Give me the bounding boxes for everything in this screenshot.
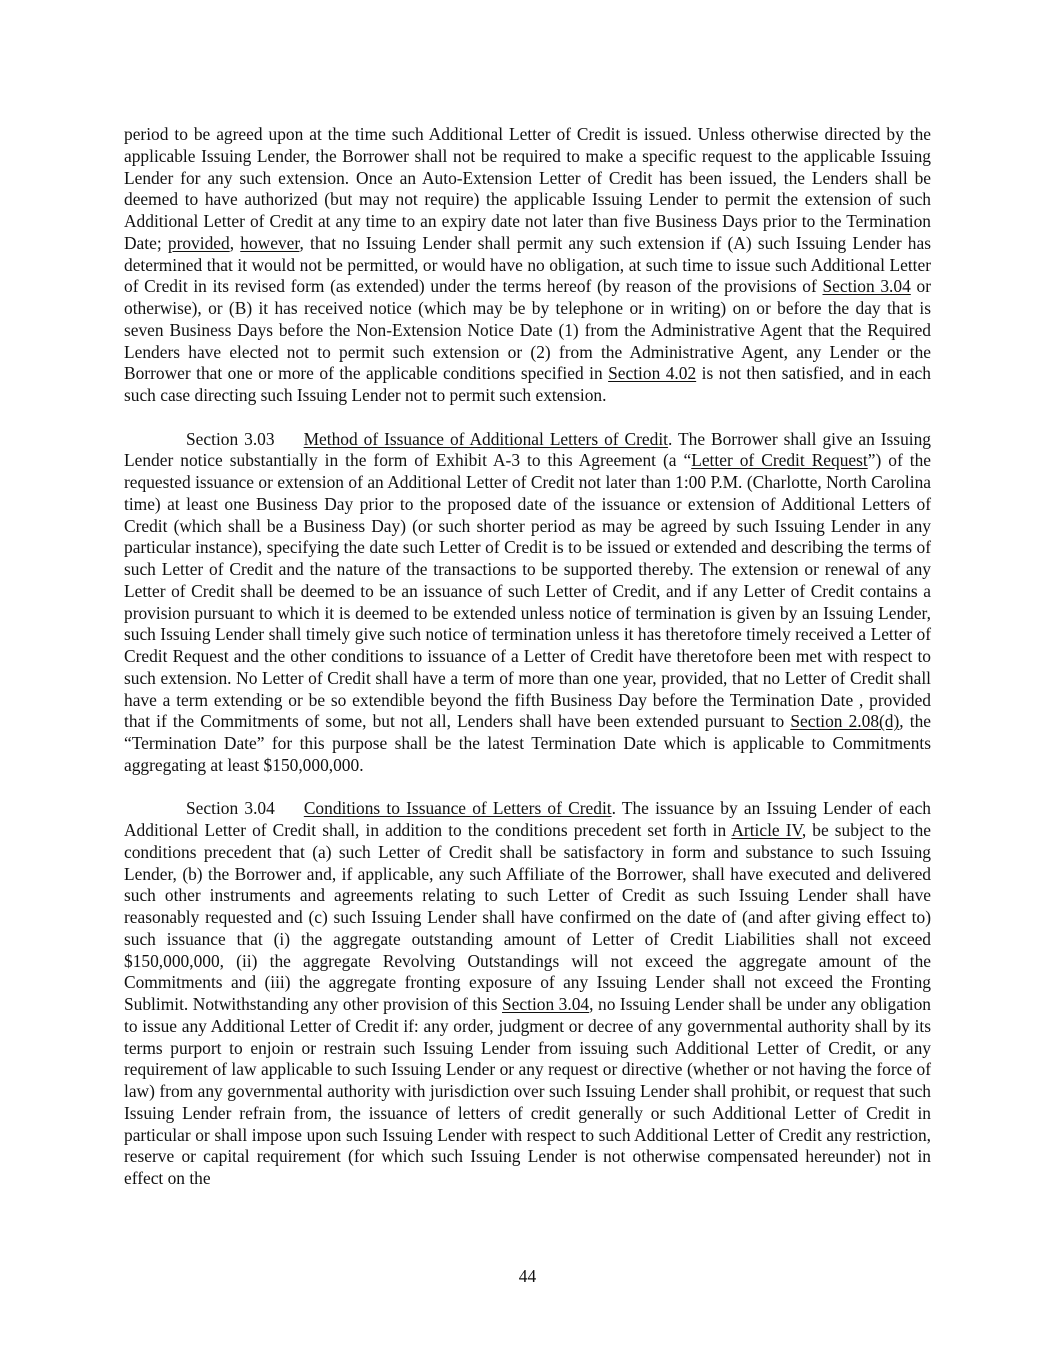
paragraph-text: period to be agreed upon at the time such Additional Letter of Credit is issued. Unless otherwise directed by the applicable Issuing Lender, the Borrower shall not be required to make a specific request to the applicable Issuing Lender for any such extension. Once an Auto-Extension Letter of Credit has been issued, the Lenders shall be deemed to have authorized (but may not require) the applicable Issuing Lender to permit the extension of such Additional Letter of Credit at any time to an expiry date not later than five Business Days prior to the Termination Date; xyxy=(124,124,931,253)
emphasis-however: however xyxy=(240,232,300,253)
paragraph-text: , no Issuing Lender shall be under any obligation to issue any Additional Letter of Credit if: any order, judgment or decree of any governmental authority shall by its terms purport to enjoin or restrain such Issuing Lender from issuing such Additional Letter of Credit, or any requirement of law applicable to such Issuing Lender or any request or directive (whether or not having the force of law) from any governmental authority with jurisdiction over such Issuing Lender shall prohibit, or request that such Issuing Lender refrain from, the issuance of letters of credit generally or such Additional Letter of Credit in particular or shall impose upon such Issuing Lender with respect to such Additional Letter of Credit any restriction, reserve or capital requirement (for which such Issuing Lender is not otherwise compensated hereunder) not in effect on the xyxy=(124,994,931,1188)
cross-reference-section-4-02: Section 4.02 xyxy=(608,363,697,384)
paragraph-text: . The Borrower shall give an Issuing Lender notice substantially in the form of Exhibit A-3 to this Agreement (a “ xyxy=(124,428,931,471)
section-number: Section 3.03 xyxy=(186,428,275,449)
paragraph-text: , the “Termination Date” for this purpose shall be the latest Termination Date which is applicable to Commitments aggregating at least $150,000,000. xyxy=(124,711,931,775)
section-3-03 xyxy=(124,429,931,777)
document-page xyxy=(124,124,931,1212)
section-heading: Method of Issuance of Additional Letters of Credit xyxy=(303,428,668,449)
page-number: 44 xyxy=(518,1266,537,1286)
paragraph-text: , xyxy=(229,232,241,253)
paragraph-text: , be subject to the conditions precedent that (a) such Letter of Credit shall be satisfactory in form and substance to such Issuing Lender, (b) the Borrower and, if applicable, any such Affiliate of the Borrower, shall have executed and delivered such other instruments and agreements relating to such Letter of Credit as such Issuing Lender shall have reasonably requested and (c) such Issuing Lender shall have confirmed on the date of (and after giving effect to) such issuance that (i) the aggregate outstanding amount of Letter of Credit Liabilities shall not exceed $150,000,000, (ii) the aggregate Revolving Outstandings will not exceed the aggregate amount of the Commitments and (iii) the aggregate fronting exposure of any Issuing Lender shall not exceed the Fronting Sublimit. Notwithstanding any other provision of this xyxy=(124,820,931,1014)
section-heading: Conditions to Issuance of Letters of Credit xyxy=(303,798,612,819)
emphasis-provided: provided xyxy=(167,232,230,253)
paragraph-text: or otherwise), or (B) it has received notice (which may be by telephone or in writing) on or before the day that is seven Business Days before the Non-Extension Notice Date (1) from the Administrative Agent that the Required Lenders have elected not to permit such extension or (2) from the Administrative Agent, any Lender or the Borrower that one or more of the applicable conditions specified in xyxy=(124,276,931,384)
paragraph-text: is not then satisfied, and in each such case directing such Issuing Lender not to permit such extension. xyxy=(124,363,931,405)
cross-reference-section-3-04: Section 3.04 xyxy=(502,994,590,1014)
cross-reference-article-iv: Article IV xyxy=(731,820,802,840)
defined-term-letter-of-credit-request: Letter of Credit Request xyxy=(691,450,868,471)
paragraph-continuation xyxy=(124,124,931,407)
paragraph-text: . The issuance by an Issuing Lender of each Additional Letter of Credit shall, in addition to the conditions precedent set forth in xyxy=(124,798,931,840)
paragraph-text: ”) of the requested issuance or extension of an Additional Letter of Credit not later than 1:00 P.M. (Charlotte, North Carolina time) at least one Business Day prior to the proposed date of the issuance or extension of Additional Letters of Credit (which shall be a Business Day) (or such shorter period as may be agreed by such Issuing Lender in any particular instance), specifying the date such Letter of Credit is to be issued or extended and describing the terms of such Letter of Credit and the nature of the transactions to be supported thereby. The extension or renewal of any Letter of Credit shall be deemed to be an issuance of such Letter of Credit, and if any Letter of Credit contains a provision pursuant to which it is deemed to be extended unless notice of termination is given by an Issuing Lender, such Issuing Lender shall timely give such notice of termination unless it has theretofore timely received a Letter of Credit Request and the other conditions to issuance of a Letter of Credit have theretofore been met with respect to such extension. No Letter of Credit shall have a term of more than one year, provided, that no Letter of Credit shall have a term extending or be so extendible beyond the fifth Business Day before the Termination Date , provided that if the Commitments of some, but not all, Lenders shall have been extended pursuant to xyxy=(124,450,931,732)
cross-reference-section-2-08d: Section 2.08(d) xyxy=(790,711,900,732)
paragraph-text: , that no Issuing Lender shall permit any such extension if (A) such Issuing Lender has determined that it would not be permitted, or would have no obligation, at such time to issue such Additional Letter of Credit in its revised form (as extended) under the terms hereof (by reason of the provisions of xyxy=(124,232,931,297)
section-3-04 xyxy=(124,798,931,1190)
cross-reference-section-3-04: Section 3.04 xyxy=(822,276,911,297)
section-number: Section 3.04 xyxy=(186,798,275,819)
